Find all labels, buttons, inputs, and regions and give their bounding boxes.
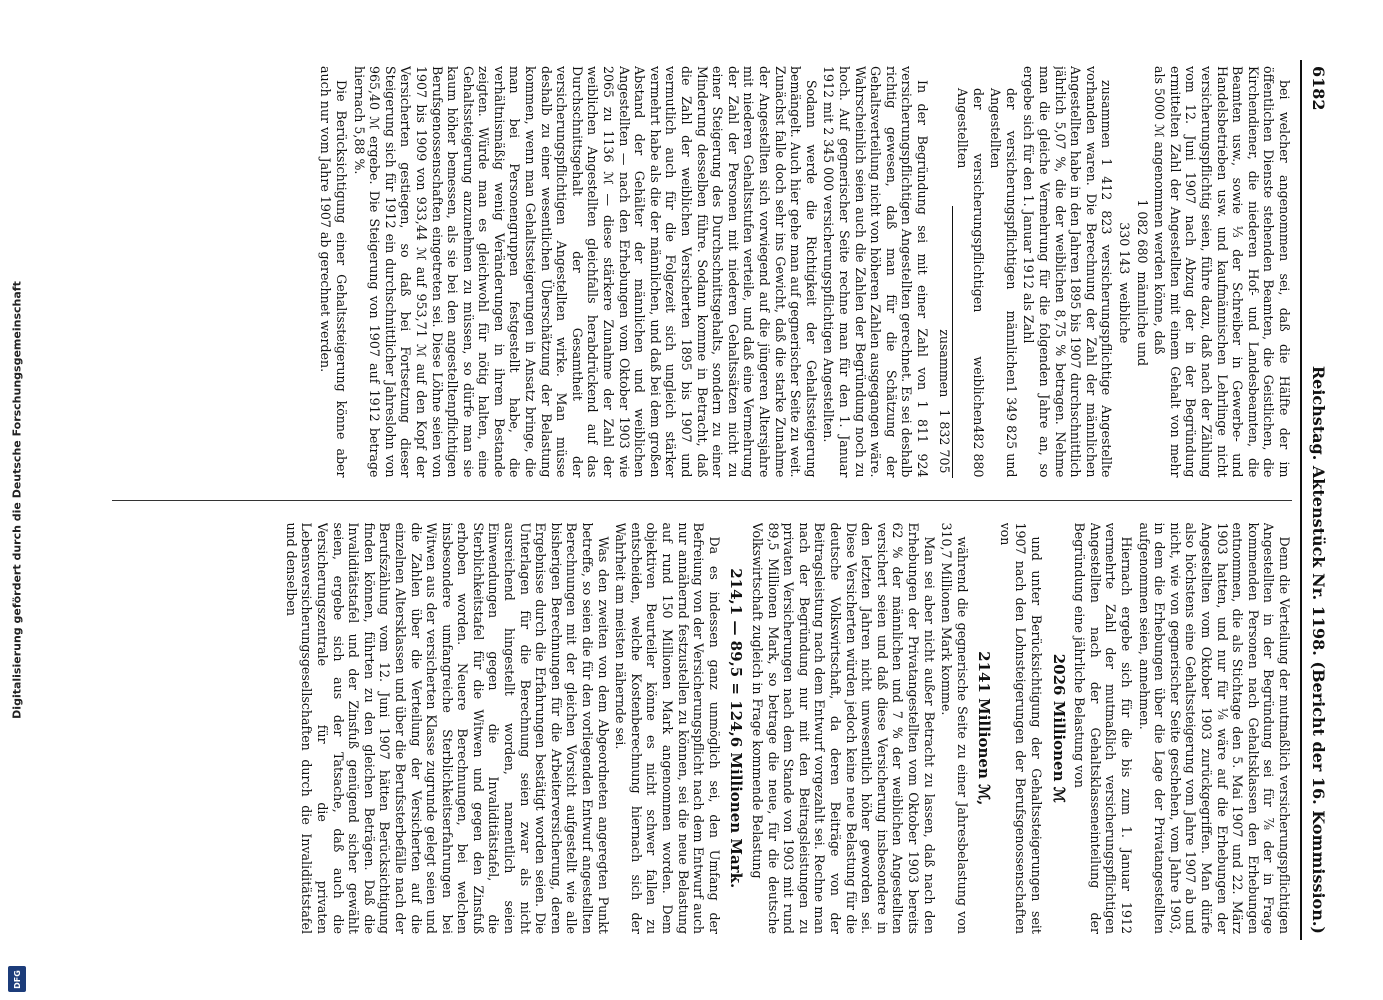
dfg-logo-text: DFG xyxy=(12,969,22,989)
scanned-page xyxy=(88,60,1328,940)
sum-label: zusammen xyxy=(936,329,952,398)
paragraph: Da es indessen ganz unmöglich sei, den Umfang der Befreiung von der Versicherungspflicht nach dem Entwurf auch nur annähernd festzustellen zu können, sei die neue Belastung auf rund 150 Millionen Mark angenommen worden. Dem objektiven Beurteiler könne es nicht schwer fallen zu entscheiden, welche Kostenberechnung hiernach sich der Wahrheit am meisten nähernde sei. xyxy=(613,522,722,934)
paragraph: Sodann werde die Richtigkeit der Gehaltssteigerung bemängelt. Auch hier gehe man auf gegnerischer Seite zu weit. Zunächst falle doch sehr ins Gewicht, daß die starke Zunahme der Angestellten sich vorwiegend auf die jüngeren Altersjahre mit niederen Gehaltsstufen verteile, und daß eine Vermehrung der Zahl der Personen mit niederen Gehaltssätzen nicht zu einer Steigerung des Durchschnittsgehalts, sondern zu einer Minderung desselben führe. Sodann komme in Betracht, daß die Zahl der weiblichen Versicherten 1895 bis 1907 und vermutlich auch für die Folgezeit sich ungleich stärker vermehrt habe als die der männlichen, und daß bei dem großen Abstand der Gehälter der männlichen und weiblichen Angestellten — nach den Erhebungen vom Oktober 1903 wie 2065 zu 1136 ℳ — diese stärkere Zunahme der Zahl der weiblichen Angestellten gleichfalls herabdrückend auf das Durchschnittsgehalt der Gesamtheit der versicherungspflichtigen Angestellten wirke. Man müsse deshalb zu einer wesentlichen Überschätzung der Belastung kommen, wenn man Gehaltssteigerungen in Ansatz bringe, die man bei Personengruppen festgestellt habe, die verhältnismäßig wenig Veränderungen in ihrem Bestande zeigten. Würde man es gleichwohl für nötig halten, eine Gehaltssteigerung anzunehmen zu müssen, so dürfe man sie kaum höher bemessen, als sie bei den angestelltenpflichtigen Berufsgenossenschaften eingetreten sei. Diese Löhne seien von 1907 bis 1909 von 933,44 ℳ auf 953,71 ℳ auf den Kopf der Versicherten gestiegen, so daß bei Fortsetzung dieser Steigerung sich für 1912 ein durchschnittlicher Jahreslohn von 965,40 ℳ ergebe. Die Steigerung von 1907 auf 1912 betrage hiernach 5,88 %. xyxy=(351,66,819,478)
dfg-logo xyxy=(8,966,26,992)
paragraph: Denn die Verteilung der mutmaßlich versicherungspflichtigen Angestellten in der Begründung sei für ⅞ der in Frage kommenden Personen nach Gehaltsklassen den Erhebungen entnommen, die als Stichtage den 5. Mai 1907 und 22. März 1903 hatten, und nur für ⅛ wäre auf die Erhebungen der Angestellten vom Oktober 1903 zurückgegriffen. Man dürfe also höchstens eine Gehaltssteigerung vom Jahre 1907 ab und nicht, wie von gegnerischer Seite geschehen, vom Jahre 1903, in dem die Erhebungen über die Lage der Privatangestellten aufgenommen seien, annehmen. xyxy=(1136,522,1292,934)
digitization-notice-text: Digitalisierung gefördert durch die Deutsche Forschungsgemeinschaft xyxy=(10,281,24,719)
column-right xyxy=(112,523,1292,935)
paragraph: während die gegnerische Seite zu einer Jahresbelastung von 310,7 Millionen Mark komme. xyxy=(939,522,970,934)
stat-label: der versicherungspflichtigen männlichen Angestellten xyxy=(988,88,1019,386)
stat-value: 330 143 xyxy=(1117,222,1133,275)
amount-line: 2026 Millionen ℳ xyxy=(1049,653,1068,803)
column-divider xyxy=(112,500,1292,501)
stat-value: 1 349 825 xyxy=(1003,385,1019,450)
page-number: 6182 xyxy=(1309,66,1328,111)
running-title: Reichstag. Aktenstück Nr. 1198. (Bericht der 16. Kommission.) xyxy=(1309,365,1328,934)
paragraph: zusammen 1 412 823 versicherungspflichtige Angestellte vorhanden waren. Die Berechnung der Zahl der männlichen Angestellten habe in den Jahren 1895 bis 1907 durchschnittlich jährlich 5,07 %, die der weiblichen 8,75 % betragen. Nehme man die gleiche Vermehrung für die folgenden Jahre an, so ergebe sich für den 1. Januar 1912 als Zahl xyxy=(1021,66,1115,478)
digitization-notice xyxy=(6,0,28,1000)
stat-tail: und xyxy=(1003,453,1019,478)
paragraph: bei welcher angenommen sei, daß die Hälfte der im öffentlichen Dienste stehenden Beamten, die Geistlichen, die Kirchendiener, die niederen Hof- und Landesbeamten, die Beamten usw., sowie ⅓ der Schreiber in Gewerbe- und Handelsbetrieben usw. und kaufmännischen Lehrlinge nicht versicherungspflichtig seien, führe dazu, daß nach der Zählung vom 12. Juni 1907 nach Abzug der in der Begründung ermittelten Zahl der Angestellten mit einem Gehalt von mehr als 5000 ℳ angenommen werden könne, daß xyxy=(1152,66,1292,478)
paragraph: In der Begründung sei mit einer Zahl von 1 811 924 versicherungspflichtigen Angestellten gerechnet. Es sei deshalb richtig gewesen, daß man für die Schätzung der Gehaltsverteilung nicht von höheren Zahlen ausgegangen wäre. Wahrscheinlich seien auch die Zahlen der Begründung noch zu hoch. Auf gegnerischer Seite rechne man für den 1. Januar 1912 mit 2 345 000 versicherungspflichtigen Angestellten. xyxy=(821,66,930,478)
stat-line-male-1912 xyxy=(988,88,1019,478)
paragraph: Man sei aber nicht außer Betracht zu lassen, daß nach den Erhebungen der Privatangestellten vom Oktober 1903 bereits 62 % der männlichen und 7 % der weiblichen Angestellten versichert seien und daß diese Versicherung insbesondere in den letzten Jahren nicht unwesentlich höher geworden sei. Diese Versicherten würden jedoch keine neue Belastung für die deutsche Volkswirtschaft, da deren Beiträge von der Beitragsleistung nach dem Entwurf vorgezahlt sei. Rechne man nach der Begründung nur mit den Beitragsleistungen zu privaten Versicherungen nach dem Stande von 1903 mit rund 89,5 Millionen Mark, so betrage die neue, für die deutsche Volkswirtschaft zugleich in Frage kommende Belastung xyxy=(750,522,937,934)
stat-value: 482 880 xyxy=(970,425,986,478)
sum-line xyxy=(936,206,953,478)
stat-line-female-1912 xyxy=(955,88,986,478)
stat-value: 1 082 680 xyxy=(1134,199,1150,264)
stat-label: männliche und xyxy=(1134,271,1150,367)
stat-line-female xyxy=(1116,88,1132,478)
stat-line-male xyxy=(1134,88,1150,478)
amount-line: 2141 Millionen ℳ, xyxy=(975,651,994,806)
amount-line: 214,1 — 89,5 = 124,6 Millionen Mark. xyxy=(727,568,746,889)
paragraph: Was den zweiten von dem Abgeordneten angeregten Punkt betreffe, so seien die für den vorliegenden Entwurf angestellten Berechnungen mit der gleichen Vorsicht aufgestellt wie alle bisherigen Berechnungen für die Arbeiterversicherung, deren Ergebnisse durch die Erfahrungen bestätigt worden seien. Die Unterlagen für die Berechnung seien zwar als nicht ausreichend hingestellt worden, namentlich seien Einwendungen gegen die Invaliditätstafel, die Sterblichkeitstafel für die Witwen und gegen den Zinsfuß erhoben worden. Neuere Berechnungen, bei welchen insbesondere umfangreiche Sterblichkeitserfahrungen bei Witwen aus der versicherten Klasse zugrunde gelegt seien und die Zahlen über die Verteilung der Versicherten auf die einzelnen Altersklassen und über die Berufssterbefälle nach der Berufszählung vom 12. Juni 1907 hätten Berücksichtigung finden können, führten zu den gleichen Beträgen. Daß die Invaliditätstafel und der Zinsfuß genügend sicher gewählt seien, ergebe sich aus der Tatsache, daß auch die Versicherungszentrale für die privaten Lebensversicherungsgesellschaften durch die Invaliditätstafel und denselben xyxy=(283,522,611,934)
stat-label: der versicherungspflichtigen weiblichen Angestellten xyxy=(955,88,986,426)
stat-label: weibliche xyxy=(1117,282,1133,344)
paragraph: Die Berücksichtigung einer Gehaltssteigerung könne aber auch nur vom Jahre 1907 ab gerechnet werden. xyxy=(318,66,349,478)
column-left xyxy=(112,66,1292,478)
page-header xyxy=(1300,60,1328,940)
text-columns xyxy=(112,60,1300,940)
sum-value: 1 832 705 xyxy=(936,409,952,474)
paragraph: und unter Berücksichtigung der Gehaltssteigerungen seit 1907 nach den Lohnsteigerungen der Berufsgenossenschaften von xyxy=(997,522,1045,934)
paragraph: Hiernach ergebe sich für die bis zum 1. Januar 1912 vermehrte Zahl der mutmaßlich versicherungspflichtigen Angestellten nach der Gehaltsklasseneinteilung der Begründung eine jährliche Belastung von xyxy=(1072,522,1135,934)
